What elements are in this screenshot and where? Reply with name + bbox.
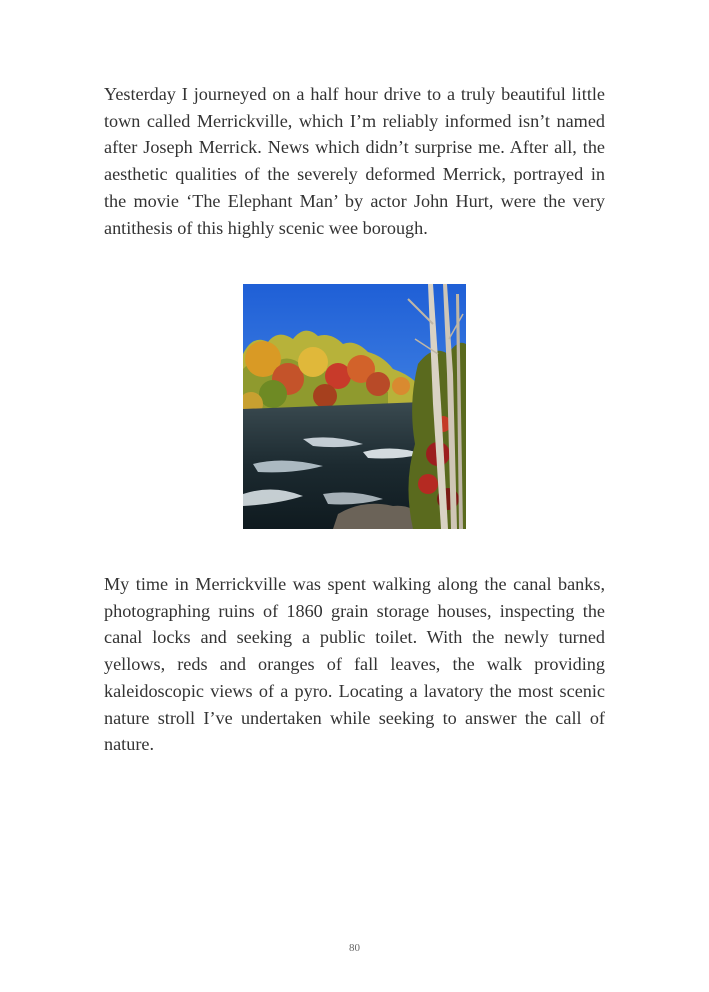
river-autumn-photo: [243, 284, 466, 529]
body-paragraph: Yesterday I journeyed on a half hour drive to a truly beautiful little town called Merrickville, which I’m reliably informed isn’t named after Joseph Merrick. News which didn’t surprise me. After all, the aesthetic qualities of the severely deformed Merrick, portrayed in the movie ‘The Elephant Man’ by actor John Hurt, were the very antithesis of this highly scenic wee borough.: [104, 84, 605, 238]
body-paragraph: My time in Merrickville was spent walking along the canal banks, photographing ruins of 1860 grain storage houses, inspecting the canal locks and seeking a public toilet. With the newly turned yellows, reds and oranges of fall leaves, the walk providing kaleidoscopic views of a pyro. Locating a lavatory the most scenic nature stroll I’ve undertaken while seeking to answer the call of nature.: [104, 574, 605, 755]
page-number: 80: [349, 942, 360, 954]
